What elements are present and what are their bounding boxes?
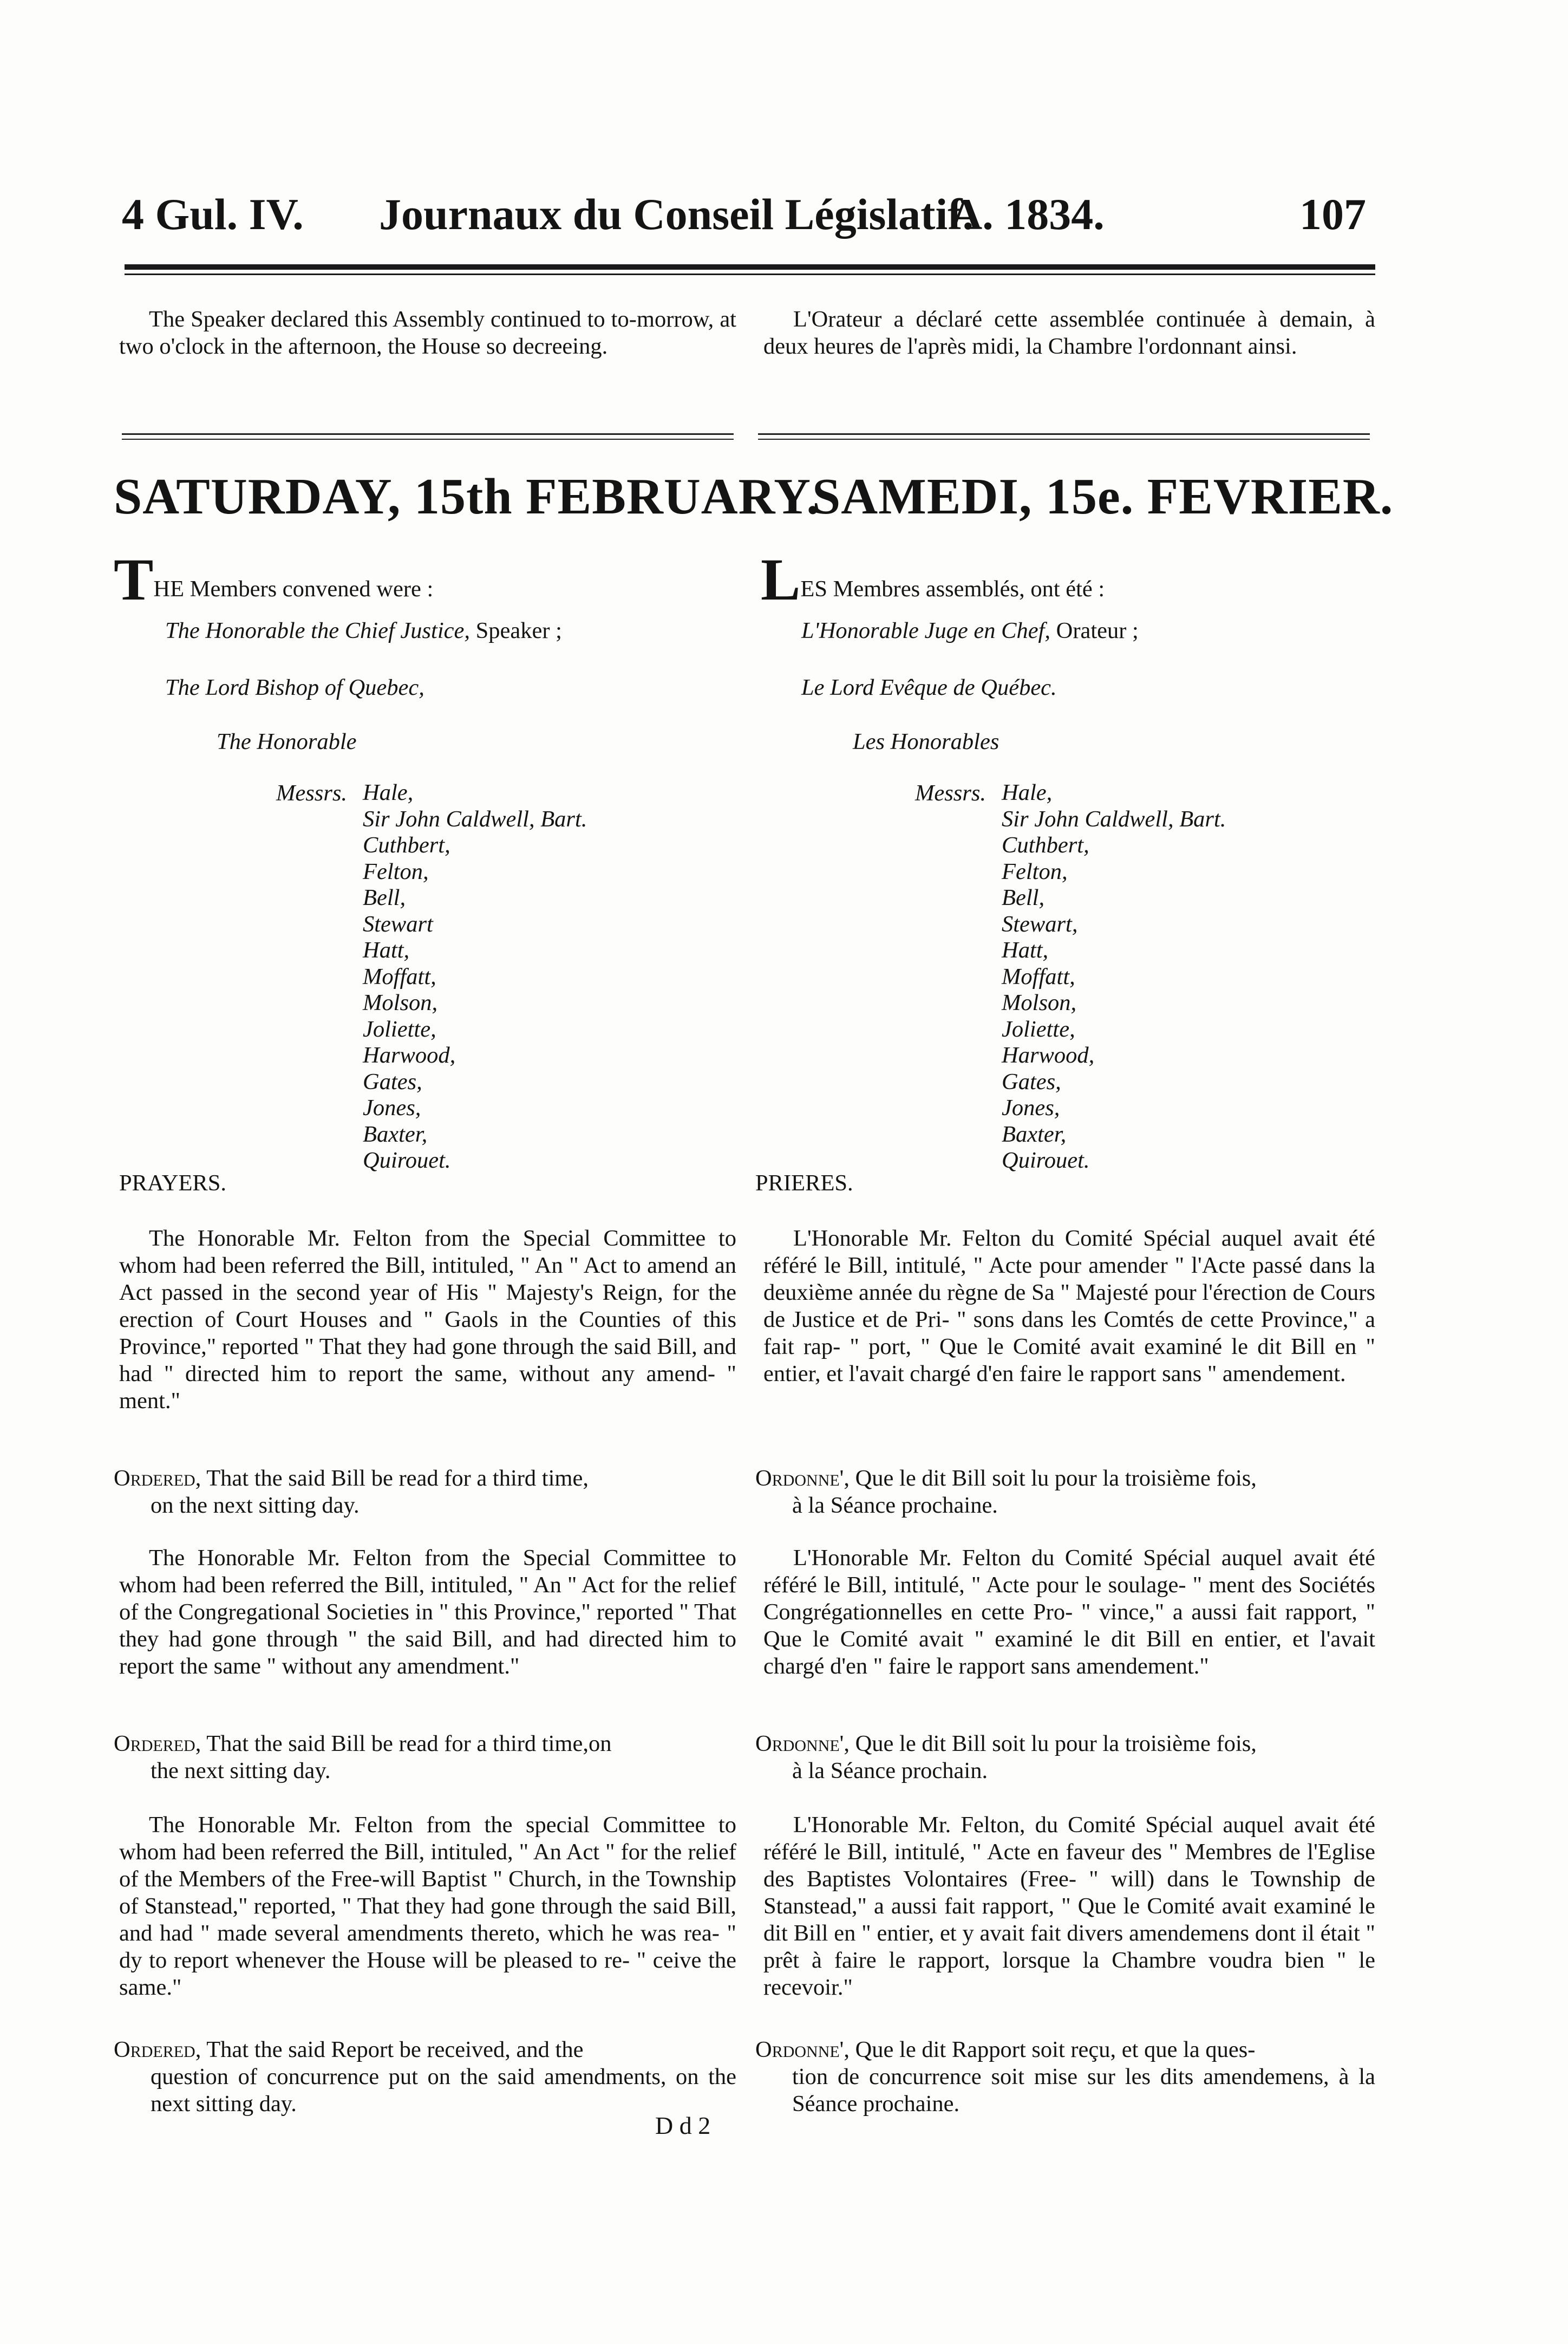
journal-title: Journaux du Conseil Législatif. (379, 190, 974, 239)
member-name: Jones, (1002, 1095, 1060, 1121)
speaker-fr: L'Honorable Juge en Chef, Orateur ; (801, 618, 1139, 643)
member-name: Baxter, (1002, 1121, 1067, 1147)
drop-cap-fr: L (761, 546, 801, 613)
member-name: Cuthbert, (363, 832, 450, 858)
honorables-fr: Les Honorables (853, 729, 999, 754)
member-name: Stewart (363, 911, 433, 937)
date-heading-fr: SAMEDI, 15e. FEVRIER. (812, 468, 1394, 525)
prayers-en: PRAYERS. (119, 1170, 227, 1196)
committee-report-1-fr: L'Honorable Mr. Felton du Comité Spécial auquel avait été référé le Bill, intitulé, " Acte pour amender " l'Acte passé dans la deuxième année du règne de Sa " Majesté pour l'érection de Cours de Justice et de Pri- " sons dans les Comtés de cette Province," a fait rap- " port, " Que le Comité avait examiné le dit Bill en " entier, et l'avait chargé d'en faire le rapport sans " amendement. (763, 1226, 1375, 1386)
member-name: Quirouet. (1002, 1148, 1090, 1173)
member-name: Harwood, (1002, 1043, 1095, 1068)
signature-mark: D d 2 (655, 2112, 711, 2139)
prayers-fr: PRIERES. (755, 1170, 853, 1196)
member-name: Molson, (363, 990, 438, 1015)
page-number: 107 (1299, 190, 1366, 239)
member-name: Gates, (1002, 1069, 1061, 1095)
committee-report-3-en: The Honorable Mr. Felton from the special Committee to whom had been referred the Bill, intituled, " An Act " for the relief of the Members of the Free-will Baptist " Church, in the Township of Stanstead," reported, " That they had gone through the said Bill, and had " made several amendments thereto, which he was rea- " dy to report whenever the House will be pleased to re- " ceive the same." (119, 1812, 736, 2000)
member-name: Harwood, (363, 1043, 456, 1068)
member-name: Sir John Caldwell, Bart. (1002, 806, 1226, 832)
member-name: Baxter, (363, 1121, 428, 1147)
member-name: Joliette, (1002, 1016, 1075, 1042)
members-intro-fr: LES Membres assemblés, ont été : (761, 546, 1105, 613)
committee-report-2-fr: L'Honorable Mr. Felton du Comité Spécial auquel avait été référé le Bill, intitulé, " Acte pour le soulage- " ment des Sociétés Congrégationnelles en cette Pro- " vince," a aussi fait rapport, " Que le Comité avait " examiné le dit Bill en entier, et l'avait chargé d'en " faire le rapport sans amendement." (763, 1545, 1375, 1679)
messrs-fr: Messrs. (915, 780, 986, 806)
member-name: Jones, (363, 1095, 421, 1121)
section-divider-left (122, 433, 734, 435)
member-name: Bell, (1002, 885, 1045, 910)
date-heading-en: SATURDAY, 15th FEBRUARY. (114, 468, 820, 525)
member-name: Moffatt, (1002, 963, 1075, 989)
member-name: Bell, (363, 885, 406, 910)
adjournment-en: The Speaker declared this Assembly continued to to-morrow, at two o'clock in the afternoon, the House so decreeing. (119, 307, 736, 359)
member-name: Hatt, (1002, 937, 1049, 963)
honorables-en: The Honorable (217, 729, 357, 754)
member-name: Hatt, (363, 937, 410, 963)
adjournment-fr: L'Orateur a déclaré cette assemblée continuée à demain, à deux heures de l'après midi, la Chambre l'ordonnant ainsi. (763, 307, 1375, 359)
member-list-en (363, 780, 587, 1174)
members-intro-en: THE Members convened were : (114, 546, 434, 613)
speaker-en: The Honorable the Chief Justice, Speaker ; (165, 618, 562, 643)
member-name: Hale, (363, 780, 414, 805)
member-name: Gates, (363, 1069, 422, 1095)
committee-report-2-en: The Honorable Mr. Felton from the Special Committee to whom had been referred the Bill, intituled, " An " Act for the relief of the Congregational Societies in " this Province," reported " That they had gone through " the said Bill, and had directed him to report the same " without any amendment." (119, 1545, 736, 1679)
section-divider-right-2 (758, 439, 1370, 440)
order-3-fr: Ordonne', Que le dit Rapport soit reçu, et que la ques- tion de concurrence soit mise sur les dits amendemens, à la Séance prochaine. (755, 2037, 1375, 2117)
committee-report-3-fr: L'Honorable Mr. Felton, du Comité Spécial auquel avait été référé le Bill, intitulé, " Acte en faveur des " Membres de l'Eglise des Baptistes Volontaires (Free- " will) dans le Township de Stanstead," a aussi fait rapport, " Que le Comité avait examiné le dit Bill en " entier, et y avait fait divers amendemens dont il était " prêt à faire le rapport, lorsque la Chambre voudra bien " le recevoir." (763, 1812, 1375, 2000)
messrs-en: Messrs. (276, 780, 348, 806)
bishop-fr: Le Lord Evêque de Québec. (801, 675, 1057, 700)
journal-year: A. 1834. (950, 190, 1105, 239)
member-name: Stewart, (1002, 911, 1078, 937)
member-name: Hale, (1002, 780, 1053, 805)
member-name: Molson, (1002, 990, 1077, 1015)
member-name: Felton, (363, 858, 429, 884)
order-2-fr: Ordonne', Que le dit Bill soit lu pour la troisième fois, à la Séance prochain. (755, 1731, 1257, 1783)
order-1-fr: Ordonne', Que le dit Bill soit lu pour la troisième fois, à la Séance prochaine. (755, 1466, 1257, 1518)
header-rule (125, 264, 1375, 270)
regnal-year: 4 Gul. IV. (122, 190, 304, 239)
section-divider-right (758, 433, 1370, 435)
section-divider-left-2 (122, 439, 734, 440)
bishop-en: The Lord Bishop of Quebec, (165, 675, 424, 700)
order-1-en: Ordered, That the said Bill be read for a third time, on the next sitting day. (114, 1466, 589, 1518)
member-list-fr (1002, 780, 1226, 1174)
member-name: Sir John Caldwell, Bart. (363, 806, 587, 832)
member-name: Quirouet. (363, 1148, 451, 1173)
committee-report-1-en: The Honorable Mr. Felton from the Special Committee to whom had been referred the Bill, intituled, " An " Act to amend an Act passed in the second year of His " Majesty's Reign, for the erection of Court Houses and " Gaols in the Counties of this Province," reported " That they had gone through the said Bill, and had " directed him to report the same, without any amend- " ment." (119, 1226, 736, 1414)
member-name: Joliette, (363, 1016, 436, 1042)
member-name: Cuthbert, (1002, 832, 1089, 858)
member-name: Moffatt, (363, 963, 436, 989)
drop-cap-en: T (114, 546, 154, 613)
order-2-en: Ordered, That the said Bill be read for a third time,on the next sitting day. (114, 1731, 612, 1783)
order-3-en: Ordered, That the said Report be received, and the question of concurrence put on the said amendments, on the next sitting day. (114, 2037, 736, 2117)
member-name: Felton, (1002, 858, 1068, 884)
header-rule-thin (125, 274, 1375, 275)
